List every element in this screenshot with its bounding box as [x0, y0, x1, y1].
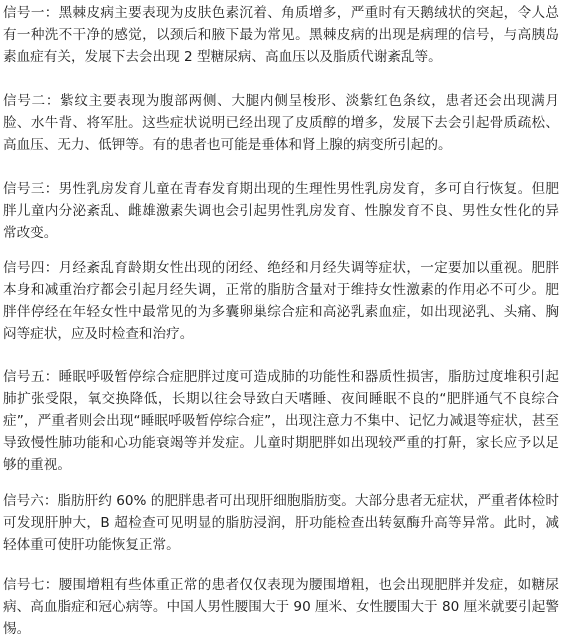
- paragraph-signal-1: 信号一：黑棘皮病主要表现为皮肤色素沉着、角质增多，严重时有天鹅绒状的突起，令人总有一种洗不干净的感觉，以颈后和腋下最为常见。黑棘皮病的出现是病理的信号，与高胰岛素血症有关，发展下去会出现 2 型糖尿病、高血压以及脂质代谢紊乱等。: [3, 5, 559, 65]
- paragraph-signal-6: 信号六：脂肪肝约 60% 的肥胖患者可出现肝细胞脂肪变。大部分患者无症状，严重者体检时可发现肝肿大，B 超检查可见明显的脂肪浸润，肝功能检查出转氨酶升高等异常。此时，减轻体重可使肝功能恢复正常。: [3, 493, 559, 553]
- paragraph-signal-4: 信号四：月经紊乱育龄期女性出现的闭经、绝经和月经失调等症状，一定要加以重视。肥胖本身和减重治疗都会引起月经失调，正常的脂肪含量对于维持女性激素的作用必不可少。肥胖伴停经在年轻女性中最常见的为多囊卵巢综合症和高泌乳素血症，如出现泌乳、头痛、胸闷等症状，应及时检查和治疗。: [3, 260, 559, 342]
- paragraph-signal-7: 信号七：腰围增粗有些体重正常的患者仅仅表现为腰围增粗，也会出现肥胖并发症，如糖尿病、高血脂症和冠心病等。中国人男性腰围大于 90 厘米、女性腰围大于 80 厘米就要引起警惕。: [3, 577, 559, 637]
- paragraph-signal-2: 信号二：紫纹主要表现为腹部两侧、大腿内侧呈梭形、淡紫红色条纹，患者还会出现满月脸、水牛背、将军肚。这些症状说明已经出现了皮质醇的增多，发展下去会引起骨质疏松、高血压、无力、低钾等。有的患者也可能是垂体和肾上腺的病变所引起的。: [3, 93, 559, 153]
- paragraph-signal-3: 信号三：男性乳房发育儿童在青春发育期出现的生理性男性乳房发育，多可自行恢复。但肥胖儿童内分泌紊乱、雌雄激素失调也会引起男性乳房发育、性腺发育不良、男性女性化的异常改变。: [3, 181, 559, 241]
- paragraph-signal-5: 信号五：睡眠呼吸暂停综合症肥胖过度可造成肺的功能性和器质性损害，脂肪过度堆积引起肺扩张受限，氧交换降低，长期以往会导致白天嗜睡、夜间睡眠不良的“肥胖通气不良综合症”，严重者则会出现“睡眠呼吸暂停综合症”，出现注意力不集中、记忆力减退等症状，甚至导致慢性肺功能和心功能衰竭等并发症。儿童时期肥胖如出现较严重的打鼾，家长应予以足够的重视。: [3, 369, 559, 473]
